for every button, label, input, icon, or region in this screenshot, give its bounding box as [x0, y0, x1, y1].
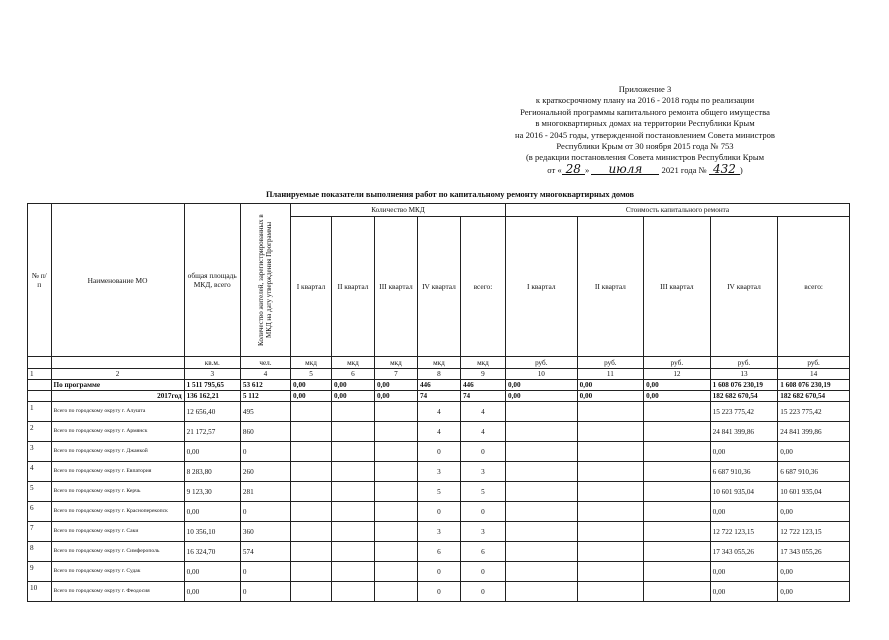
value-cell: 3 — [460, 522, 505, 542]
col-number: 11 — [577, 369, 644, 380]
value-cell: 0,00 — [184, 582, 240, 602]
value-cell — [331, 522, 374, 542]
value-cell: 281 — [240, 482, 290, 502]
value-cell: 3 — [417, 462, 460, 482]
value-cell: 16 324,70 — [184, 542, 240, 562]
value-cell — [577, 502, 644, 522]
col-number: 8 — [417, 369, 460, 380]
unit-cell: мкд — [291, 357, 332, 369]
municipality-name: Всего по городскому округу г. Судак — [51, 562, 184, 582]
value-cell — [644, 482, 711, 502]
annex-line: Республики Крым от 30 ноября 2015 года № 753 — [556, 141, 734, 152]
col-number: 13 — [710, 369, 778, 380]
value-cell: 0,00 — [184, 562, 240, 582]
value-cell — [505, 462, 577, 482]
value-cell: 0 — [417, 562, 460, 582]
value-cell: 12 656,40 — [184, 402, 240, 422]
value-cell — [505, 562, 577, 582]
value-cell — [577, 462, 644, 482]
municipality-rows — [28, 402, 850, 602]
year-cell: 0,00 — [577, 391, 644, 402]
header-q1: I квартал — [291, 217, 332, 357]
col-number: 3 — [184, 369, 240, 380]
value-cell — [291, 442, 332, 462]
row-number: 4 — [28, 462, 52, 482]
value-cell — [577, 422, 644, 442]
value-cell — [331, 542, 374, 562]
row-number: 1 — [28, 402, 52, 422]
annex-line: Приложение 3 — [618, 84, 672, 94]
value-cell — [331, 462, 374, 482]
value-cell: 9 123,30 — [184, 482, 240, 502]
value-cell: 0,00 — [184, 502, 240, 522]
annex-line: на 2016 - 2045 годы, утвержденной постановлением Совета министров — [515, 129, 775, 140]
value-cell: 0 — [417, 582, 460, 602]
value-cell — [374, 582, 417, 602]
value-cell: 260 — [240, 462, 290, 482]
value-cell: 4 — [417, 402, 460, 422]
row-number: 10 — [28, 582, 52, 602]
value-cell: 4 — [417, 422, 460, 442]
program-total-row — [28, 380, 850, 391]
value-cell: 0,00 — [710, 582, 778, 602]
year-cell: 0,00 — [291, 391, 332, 402]
program-cell: 446 — [460, 380, 505, 391]
unit-cell: чел. — [240, 357, 290, 369]
header-cost-total: всего: — [778, 217, 850, 357]
year-cell: 0,00 — [644, 391, 711, 402]
value-cell — [291, 402, 332, 422]
unit-cell: руб. — [505, 357, 577, 369]
col-number: 6 — [331, 369, 374, 380]
value-cell — [291, 562, 332, 582]
value-cell — [331, 422, 374, 442]
value-cell: 21 172,57 — [184, 422, 240, 442]
value-cell: 360 — [240, 522, 290, 542]
header-residents: Количество жителей, зарегистрированных в МКД на дату утверждения Программы — [240, 204, 290, 357]
municipality-name: Всего по городскому округу г. Симферополь — [51, 542, 184, 562]
table-row — [28, 462, 850, 482]
units-row — [28, 357, 850, 369]
date-prefix: от « — [547, 164, 562, 175]
value-cell: 0 — [460, 502, 505, 522]
header-num: № п/п — [28, 204, 52, 357]
table-row — [28, 542, 850, 562]
value-cell — [374, 562, 417, 582]
header-total: всего: — [460, 217, 505, 357]
value-cell — [374, 522, 417, 542]
value-cell: 5 — [417, 482, 460, 502]
value-cell — [644, 402, 711, 422]
value-cell: 0 — [240, 582, 290, 602]
program-label: По программе — [51, 380, 184, 391]
header-q2: II квартал — [331, 217, 374, 357]
value-cell — [577, 442, 644, 462]
annex-line: в многоквартирных домах на территории Республики Крым — [535, 118, 755, 129]
value-cell — [505, 522, 577, 542]
col-number: 7 — [374, 369, 417, 380]
row-number: 9 — [28, 562, 52, 582]
table-row — [28, 422, 850, 442]
program-cell: 1 608 076 230,19 — [710, 380, 778, 391]
value-cell — [331, 562, 374, 582]
unit-cell: руб. — [778, 357, 850, 369]
value-cell — [291, 502, 332, 522]
year-cell: 136 162,21 — [184, 391, 240, 402]
value-cell — [644, 422, 711, 442]
unit-cell: руб. — [710, 357, 778, 369]
col-number: 12 — [644, 369, 711, 380]
value-cell: 24 841 399,86 — [778, 422, 850, 442]
value-cell: 0 — [417, 502, 460, 522]
col-number: 4 — [240, 369, 290, 380]
unit-cell: мкд — [374, 357, 417, 369]
value-cell: 0 — [240, 562, 290, 582]
header-cost-q2: II квартал — [577, 217, 644, 357]
date-year: 2021 года № — [661, 164, 707, 175]
date-quote: » — [584, 164, 590, 175]
value-cell — [577, 402, 644, 422]
value-cell — [505, 402, 577, 422]
document-title: Планируемые показатели выполнения работ по капитальному ремонту многоквартирных домов — [265, 190, 635, 199]
handwritten-day: 28 — [562, 164, 585, 175]
value-cell — [291, 582, 332, 602]
header-q3: III квартал — [374, 217, 417, 357]
unit-cell: кв.м. — [184, 357, 240, 369]
year-cell: 182 682 670,54 — [778, 391, 850, 402]
value-cell: 0,00 — [778, 562, 850, 582]
value-cell: 6 687 910,36 — [778, 462, 850, 482]
value-cell — [505, 542, 577, 562]
unit-cell: мкд — [460, 357, 505, 369]
row-number: 8 — [28, 542, 52, 562]
value-cell — [291, 522, 332, 542]
value-cell: 6 687 910,36 — [710, 462, 778, 482]
unit-cell: мкд — [331, 357, 374, 369]
annex-date-line — [460, 161, 830, 176]
value-cell — [374, 482, 417, 502]
program-cell: 0,00 — [374, 380, 417, 391]
header-name: Наименование МО — [51, 204, 184, 357]
value-cell: 17 343 055,26 — [710, 542, 778, 562]
close-paren: ) — [739, 164, 743, 175]
year-cell: 74 — [460, 391, 505, 402]
value-cell — [644, 462, 711, 482]
row-number: 5 — [28, 482, 52, 502]
value-cell: 4 — [460, 422, 505, 442]
value-cell — [644, 542, 711, 562]
value-cell: 10 601 935,04 — [778, 482, 850, 502]
value-cell — [644, 562, 711, 582]
value-cell: 0 — [240, 502, 290, 522]
table-row — [28, 562, 850, 582]
annex-line: (в редакции постановления Совета министров Республики Крым — [525, 152, 765, 163]
value-cell: 3 — [460, 462, 505, 482]
municipality-name: Всего по городскому округу г. Красноперекопск — [51, 502, 184, 522]
municipality-name: Всего по городскому округу г. Саки — [51, 522, 184, 542]
row-number: 2 — [28, 422, 52, 442]
year-cell: 5 112 — [240, 391, 290, 402]
year-cell: 0,00 — [374, 391, 417, 402]
program-cell: 446 — [417, 380, 460, 391]
unit-cell: руб. — [577, 357, 644, 369]
value-cell — [331, 582, 374, 602]
unit-cell: мкд — [417, 357, 460, 369]
value-cell: 10 356,10 — [184, 522, 240, 542]
municipality-name: Всего по городскому округу г. Феодосия — [51, 582, 184, 602]
value-cell — [291, 462, 332, 482]
value-cell — [331, 482, 374, 502]
handwritten-month: июля — [591, 164, 659, 175]
annex-line: Региональной программы капитального ремонта общего имущества — [520, 106, 770, 117]
year-total-row — [28, 391, 850, 402]
value-cell: 6 — [417, 542, 460, 562]
col-number: 10 — [505, 369, 577, 380]
value-cell: 574 — [240, 542, 290, 562]
value-cell: 6 — [460, 542, 505, 562]
row-number: 6 — [28, 502, 52, 522]
year-cell: 0,00 — [331, 391, 374, 402]
value-cell — [505, 502, 577, 522]
value-cell — [374, 502, 417, 522]
value-cell — [374, 462, 417, 482]
value-cell — [644, 442, 711, 462]
value-cell — [374, 402, 417, 422]
value-cell: 0,00 — [778, 442, 850, 462]
year-label: 2017год — [51, 391, 184, 402]
value-cell — [505, 582, 577, 602]
table-row — [28, 582, 850, 602]
header-cost-group: Стоимость капитального ремонта — [505, 204, 849, 217]
program-cell: 0,00 — [577, 380, 644, 391]
value-cell: 0 — [460, 582, 505, 602]
value-cell — [577, 562, 644, 582]
value-cell: 0,00 — [778, 582, 850, 602]
municipality-name: Всего по городскому округу г. Алушта — [51, 402, 184, 422]
handwritten-number: 432 — [709, 164, 740, 175]
header-area: общая площадь МКД, всего — [184, 204, 240, 357]
program-cell: 0,00 — [505, 380, 577, 391]
value-cell — [374, 422, 417, 442]
value-cell: 0,00 — [710, 442, 778, 462]
program-cell: 0,00 — [291, 380, 332, 391]
value-cell — [291, 542, 332, 562]
program-cell: 0,00 — [644, 380, 711, 391]
header-count-group: Количество МКД — [291, 204, 506, 217]
annex-header — [460, 84, 830, 176]
value-cell: 0 — [417, 442, 460, 462]
value-cell: 0 — [240, 442, 290, 462]
col-number: 1 — [28, 369, 52, 380]
value-cell: 8 283,80 — [184, 462, 240, 482]
annex-line: к краткосрочному плану на 2016 - 2018 годы по реализации — [535, 95, 755, 106]
value-cell: 17 343 055,26 — [778, 542, 850, 562]
indicators-table — [27, 203, 850, 602]
header-cost-q1: I квартал — [505, 217, 577, 357]
col-number: 9 — [460, 369, 505, 380]
value-cell: 0,00 — [710, 502, 778, 522]
unit-cell: руб. — [644, 357, 711, 369]
value-cell: 5 — [460, 482, 505, 502]
value-cell — [577, 542, 644, 562]
table-row — [28, 402, 850, 422]
value-cell — [644, 522, 711, 542]
value-cell: 12 722 123,15 — [778, 522, 850, 542]
year-cell: 182 682 670,54 — [710, 391, 778, 402]
table-row — [28, 442, 850, 462]
value-cell — [577, 582, 644, 602]
value-cell: 12 722 123,15 — [710, 522, 778, 542]
value-cell: 0 — [460, 442, 505, 462]
value-cell — [374, 542, 417, 562]
municipality-name: Всего по городскому округу г. Евпатория — [51, 462, 184, 482]
table-row — [28, 482, 850, 502]
municipality-name: Всего по городскому округу г. Керчь — [51, 482, 184, 502]
value-cell: 0,00 — [778, 502, 850, 522]
program-cell: 1 608 076 230,19 — [778, 380, 850, 391]
row-number: 3 — [28, 442, 52, 462]
value-cell: 15 223 775,42 — [778, 402, 850, 422]
year-cell: 0,00 — [505, 391, 577, 402]
value-cell — [331, 442, 374, 462]
value-cell — [291, 422, 332, 442]
value-cell: 0 — [460, 562, 505, 582]
col-number: 5 — [291, 369, 332, 380]
table-row — [28, 502, 850, 522]
column-numbers-row — [28, 369, 850, 380]
value-cell — [374, 442, 417, 462]
value-cell — [644, 502, 711, 522]
program-cell: 1 511 795,65 — [184, 380, 240, 391]
col-number: 2 — [51, 369, 184, 380]
value-cell — [331, 502, 374, 522]
row-number: 7 — [28, 522, 52, 542]
value-cell: 0,00 — [184, 442, 240, 462]
program-cell: 53 612 — [240, 380, 290, 391]
value-cell: 3 — [417, 522, 460, 542]
header-cost-q4: IV квартал — [710, 217, 778, 357]
value-cell — [505, 442, 577, 462]
value-cell — [331, 402, 374, 422]
value-cell: 495 — [240, 402, 290, 422]
value-cell: 10 601 935,04 — [710, 482, 778, 502]
value-cell — [505, 482, 577, 502]
value-cell: 860 — [240, 422, 290, 442]
header-cost-q3: III квартал — [644, 217, 711, 357]
header-q4: IV квартал — [417, 217, 460, 357]
value-cell — [291, 482, 332, 502]
municipality-name: Всего по городскому округу г. Джанкой — [51, 442, 184, 462]
value-cell: 15 223 775,42 — [710, 402, 778, 422]
value-cell — [577, 522, 644, 542]
value-cell: 0,00 — [710, 562, 778, 582]
year-cell: 74 — [417, 391, 460, 402]
value-cell — [644, 582, 711, 602]
table-row — [28, 522, 850, 542]
value-cell: 4 — [460, 402, 505, 422]
program-cell: 0,00 — [331, 380, 374, 391]
municipality-name: Всего по городскому округу г. Армянск — [51, 422, 184, 442]
value-cell — [505, 422, 577, 442]
value-cell — [577, 482, 644, 502]
value-cell: 24 841 399,86 — [710, 422, 778, 442]
col-number: 14 — [778, 369, 850, 380]
